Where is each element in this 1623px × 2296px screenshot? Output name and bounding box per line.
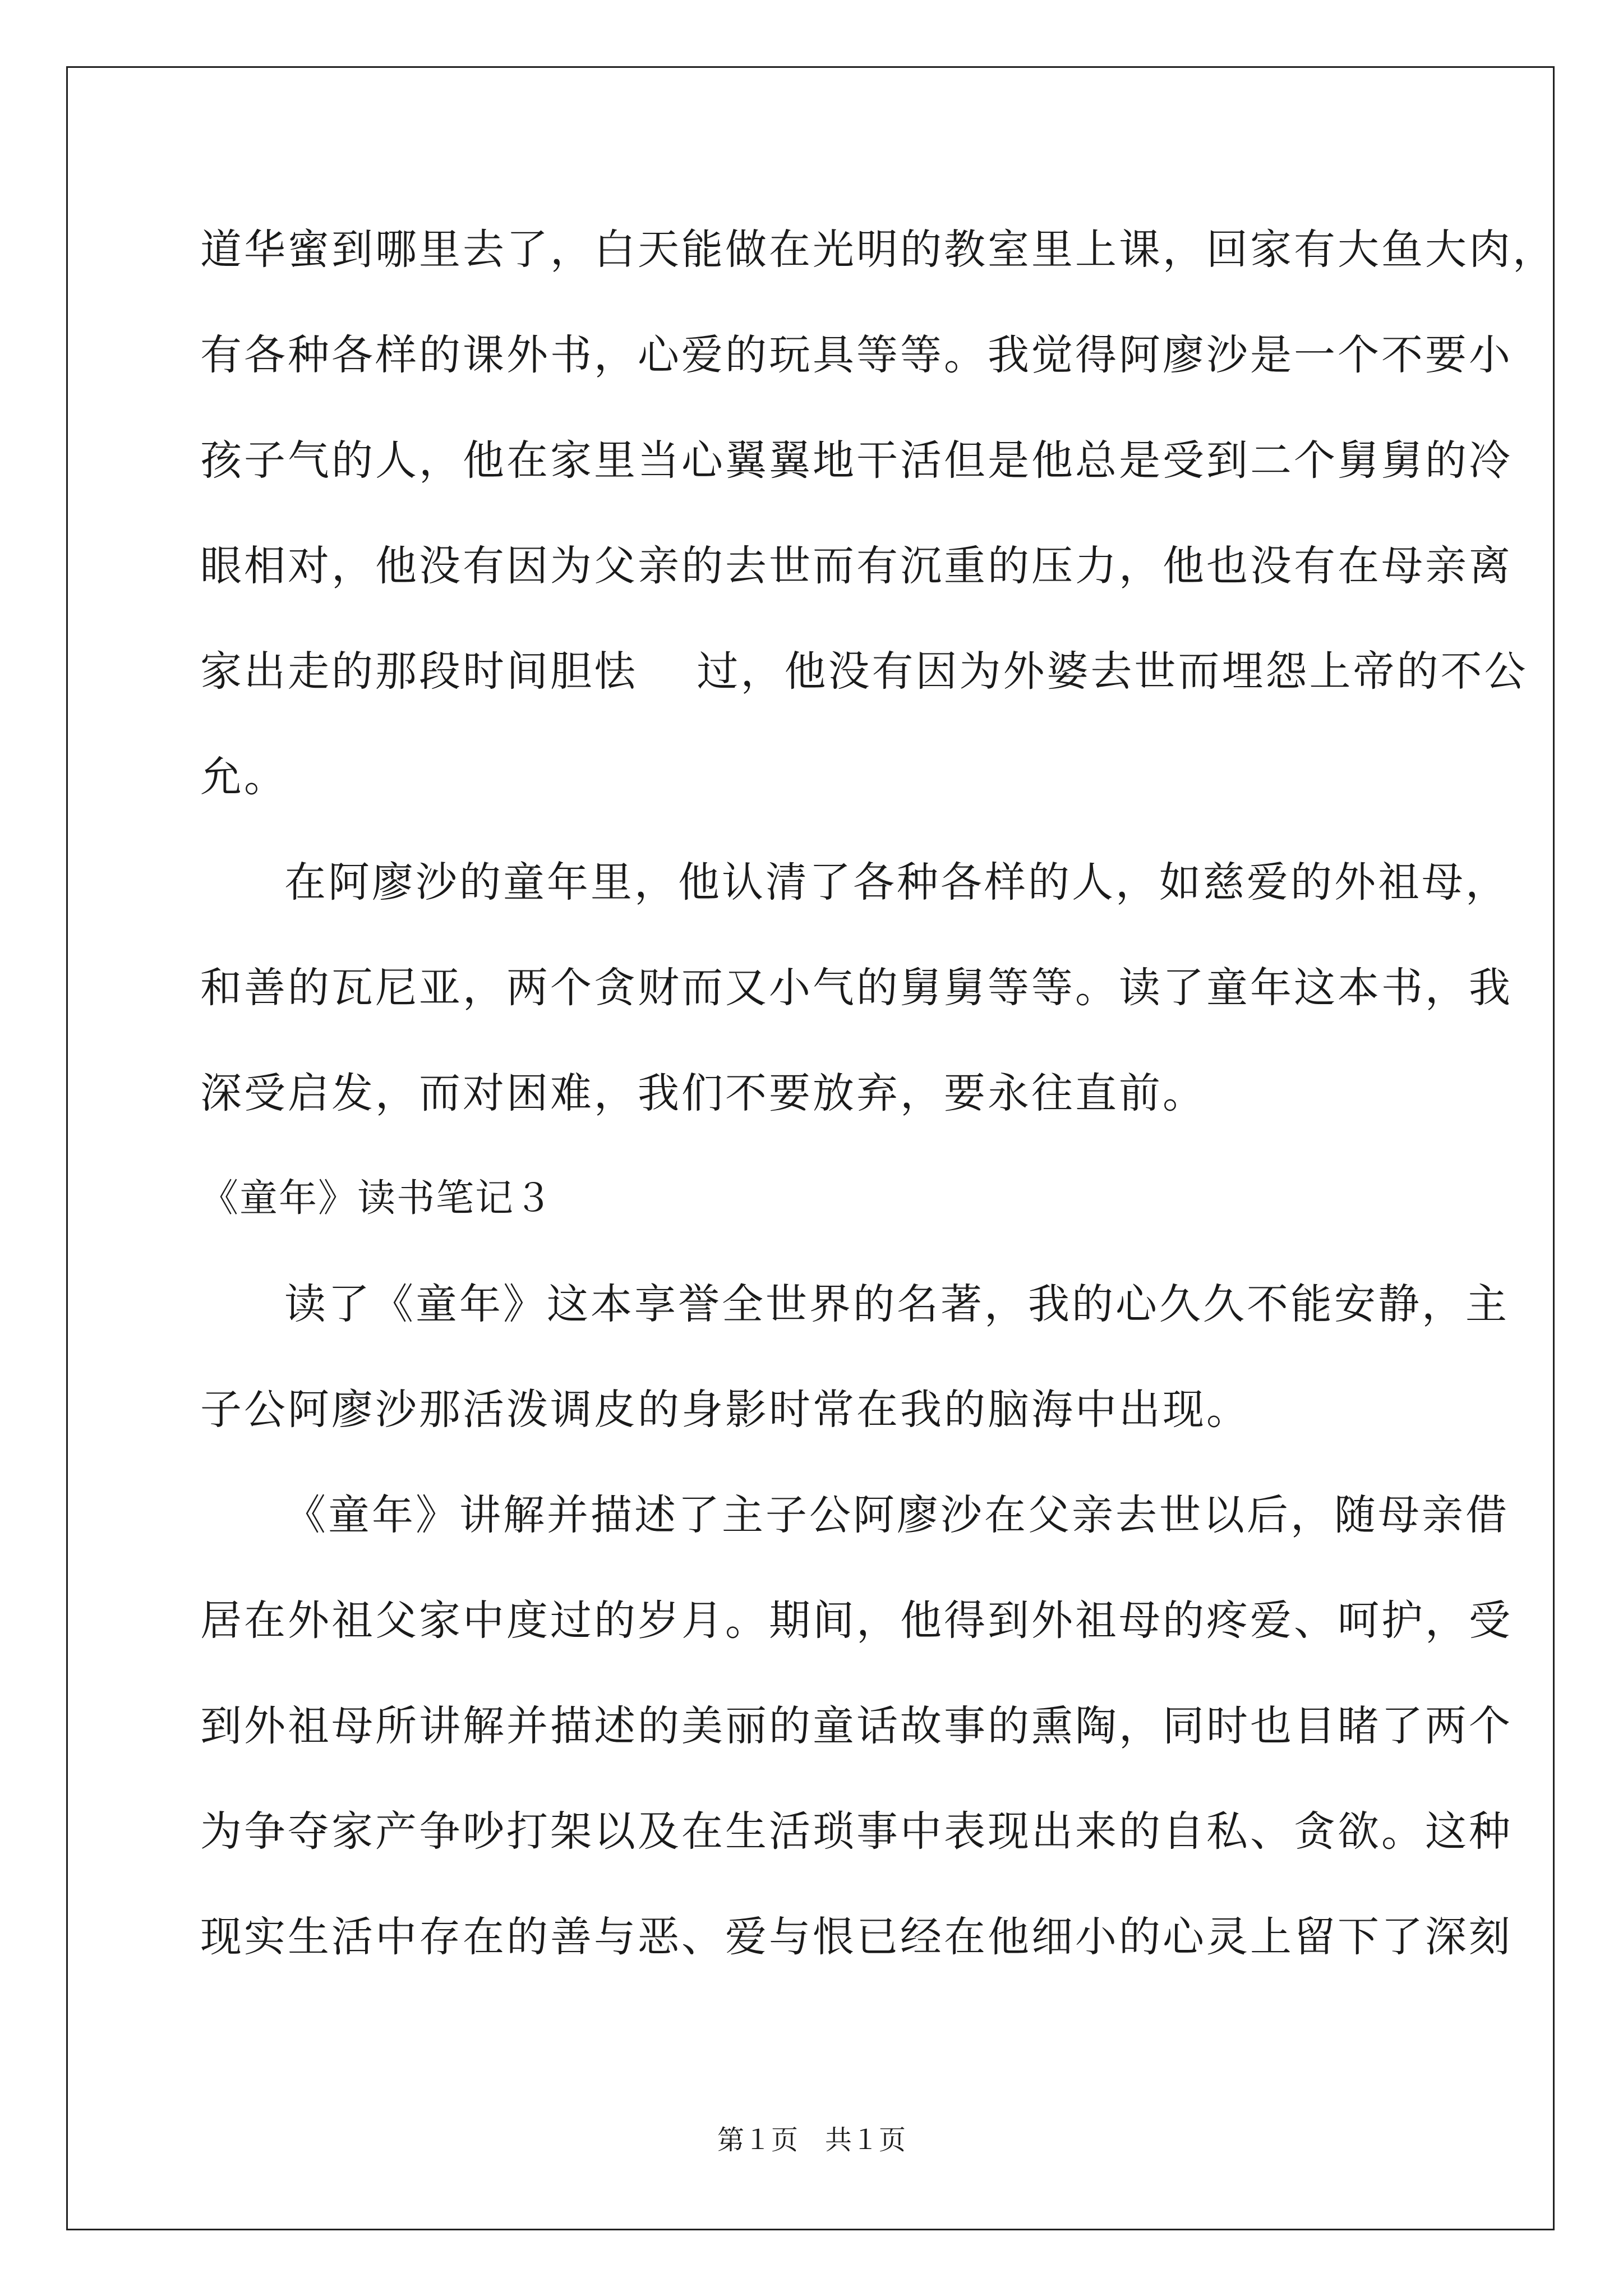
text-line: 孩子气的人，他在家里当心翼翼地干活但是他总是受到二个舅舅的冷 <box>200 436 1513 485</box>
section-heading: 《童年》读书笔记３ <box>200 1176 554 1221</box>
text-line: 道华蜜到哪里去了，白天能做在光明的教室里上课，回家有大鱼大肉， <box>200 226 1556 274</box>
text-line: 有各种各样的课外书，心爱的玩具等等。我觉得阿廖沙是一个不要小 <box>200 331 1513 379</box>
text-line: 允。 <box>200 753 288 801</box>
text-line: 读了《童年》这本享誉全世界的名著，我的心久久不能安静，主 <box>284 1280 1509 1328</box>
text-line: 在阿廖沙的童年里，他认清了各种各样的人，如慈爱的外祖母， <box>284 858 1509 907</box>
text-line: 和善的瓦尼亚，两个贪财而又小气的舅舅等等。读了童年这本书，我 <box>200 964 1513 1012</box>
document-body <box>200 216 1556 2009</box>
text-line: 子公阿廖沙那活泼调皮的身影时常在我的脑海中出现。 <box>200 1386 1250 1434</box>
text-line: 居在外祖父家中度过的岁月。期间，他得到外祖母的疼爱、呵护，受 <box>200 1596 1513 1645</box>
text-line: 现实生活中存在的善与恶、爱与恨已经在他细小的心灵上留下了深刻 <box>200 1913 1513 1961</box>
text-line: 为争夺家产争吵打架以及在生活琐事中表现出来的自私、贪欲。这种 <box>200 1807 1513 1856</box>
text-line: 眼相对，他没有因为父亲的去世而有沉重的压力，他也没有在母亲离 <box>200 542 1513 590</box>
text-line: 深受启发，而对困难，我们不要放弃，要永往直前。 <box>200 1069 1206 1117</box>
text-line: 《童年》讲解并描述了主子公阿廖沙在父亲去世以后，随母亲借 <box>284 1491 1509 1539</box>
text-line: 家出走的那段时间胆怯 过，他没有因为外婆去世而埋怨上帝的不公 <box>200 647 1528 696</box>
page-footer: 第１页 共１页 <box>717 2124 906 2156</box>
text-line: 到外祖母所讲解并描述的美丽的童话故事的熏陶，同时也目睹了两个 <box>200 1702 1513 1750</box>
